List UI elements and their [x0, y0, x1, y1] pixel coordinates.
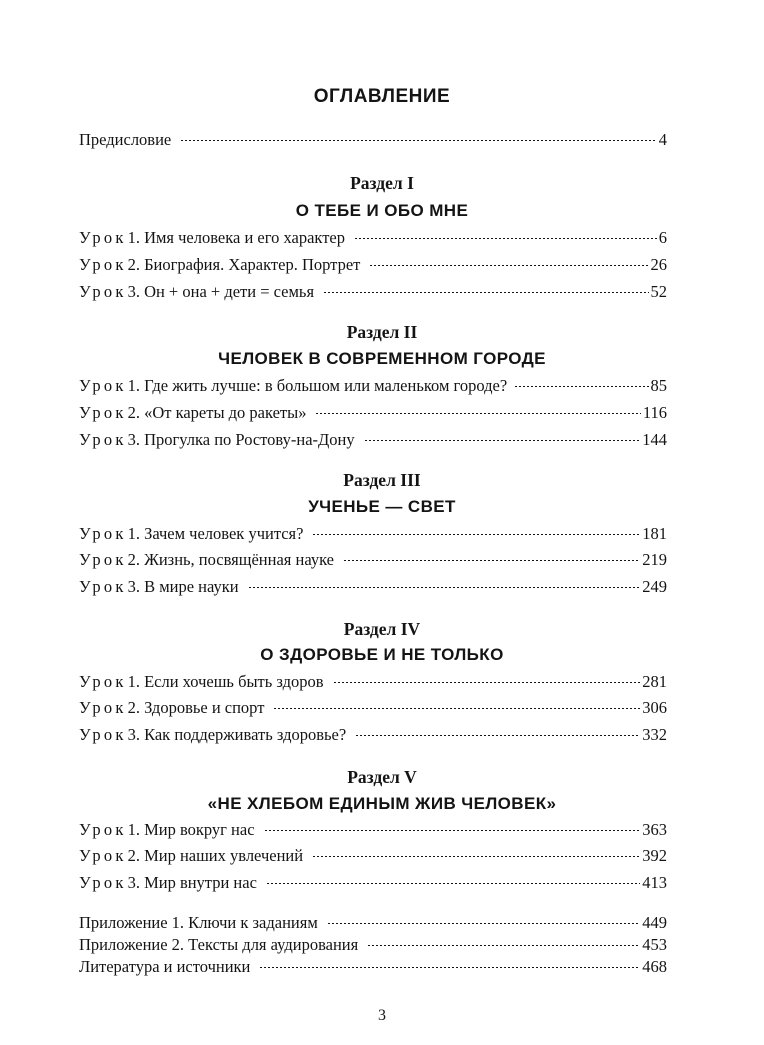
entry-page-number: 392 [642, 846, 667, 865]
entry-page-number: 332 [642, 725, 667, 744]
lesson-number: 3. [127, 577, 140, 596]
toc-entry-appendix[interactable] [79, 912, 667, 934]
lesson-word: Урок [79, 698, 127, 717]
lesson-number: 3. [127, 430, 140, 449]
lesson-number: 1. [127, 376, 140, 395]
lesson-number: 2. [127, 698, 140, 717]
lesson-word: Урок [79, 282, 127, 301]
dot-leader [248, 587, 641, 588]
lesson-number: 2. [127, 255, 140, 274]
lesson-word: Урок [79, 672, 127, 691]
entry-title: Имя человека и его характер [144, 228, 345, 247]
entry-page-number: 26 [650, 255, 667, 274]
section-heading: О ЗДОРОВЬЕ И НЕ ТОЛЬКО [260, 645, 504, 664]
entry-page-number: 144 [642, 430, 667, 449]
lesson-number: 3. [127, 282, 140, 301]
entry-title: Зачем человек учится? [144, 524, 304, 543]
entry-title: Предисловие [79, 130, 172, 149]
dot-leader [367, 945, 640, 946]
dot-leader [355, 735, 640, 736]
entry-page-number: 4 [658, 130, 667, 149]
entry-title: Где жить лучше: в большом или маленьком городе? [144, 376, 508, 395]
entry-title: Приложение 1. Ключи к заданиям [79, 913, 318, 932]
section-label: Раздел V [347, 767, 417, 787]
entry-title: Биография. Характер. Портрет [144, 255, 361, 274]
dot-leader [312, 534, 640, 535]
entry-page-number: 219 [642, 550, 667, 569]
dot-leader [266, 883, 640, 884]
toc-entry-lesson[interactable] [79, 819, 667, 841]
entry-page-number: 468 [642, 957, 667, 976]
lesson-number: 2. [127, 550, 140, 569]
section-label: Раздел IV [343, 619, 421, 639]
entry-page-number: 181 [642, 524, 667, 543]
dot-leader [354, 238, 657, 239]
toc-entry-lesson[interactable] [79, 429, 667, 451]
entry-title: Мир наших увлечений [144, 846, 304, 865]
lesson-number: 2. [127, 846, 140, 865]
lesson-number: 1. [127, 524, 140, 543]
toc-title: ОГЛАВЛЕНИЕ [313, 86, 451, 107]
toc-entry-lesson[interactable] [79, 254, 667, 276]
lesson-word: Урок [79, 873, 127, 892]
lesson-number: 1. [127, 672, 140, 691]
section-label: Раздел III [343, 470, 421, 490]
toc-entry-lesson[interactable] [79, 724, 667, 746]
toc-entry-lesson[interactable] [79, 549, 667, 571]
lesson-word: Урок [79, 430, 127, 449]
dot-leader [327, 923, 640, 924]
entry-page-number: 52 [650, 282, 667, 301]
dot-leader [333, 682, 641, 683]
section-label: Раздел I [350, 173, 414, 193]
dot-leader [264, 830, 641, 831]
entry-page-number: 116 [642, 403, 667, 422]
dot-leader [323, 292, 648, 293]
toc-entry-lesson[interactable] [79, 523, 667, 545]
entry-page-number: 363 [642, 820, 667, 839]
dot-leader [343, 560, 640, 561]
section-heading: УЧЕНЬЕ — СВЕТ [308, 497, 456, 516]
dot-leader [364, 440, 641, 441]
lesson-word: Урок [79, 403, 127, 422]
entry-title: Как поддерживать здоровье? [144, 725, 347, 744]
entry-page-number: 85 [650, 376, 667, 395]
lesson-word: Урок [79, 577, 127, 596]
toc-entry-lesson[interactable] [79, 375, 667, 397]
entry-page-number: 413 [642, 873, 667, 892]
toc-entry-lesson[interactable] [79, 576, 667, 598]
dot-leader [259, 967, 640, 968]
section-heading: ЧЕЛОВЕК В СОВРЕМЕННОМ ГОРОДЕ [218, 349, 546, 368]
toc-entry-references[interactable] [79, 956, 667, 978]
entry-title: «От кареты до ракеты» [144, 403, 307, 422]
entry-page-number: 249 [642, 577, 667, 596]
lesson-number: 3. [127, 873, 140, 892]
entry-page-number: 449 [642, 913, 667, 932]
lesson-word: Урок [79, 820, 127, 839]
lesson-word: Урок [79, 376, 127, 395]
lesson-word: Урок [79, 228, 127, 247]
lesson-word: Урок [79, 550, 127, 569]
lesson-number: 3. [127, 725, 140, 744]
toc-entry-lesson[interactable] [79, 227, 667, 249]
lesson-word: Урок [79, 725, 127, 744]
entry-title: Прогулка по Ростову-на-Дону [144, 430, 355, 449]
dot-leader [514, 386, 648, 387]
toc-entry-lesson[interactable] [79, 845, 667, 867]
dot-leader [273, 708, 640, 709]
lesson-number: 1. [127, 820, 140, 839]
entry-title: Здоровье и спорт [144, 698, 265, 717]
entry-page-number: 453 [642, 935, 667, 954]
entry-title: Литература и источники [79, 957, 251, 976]
entry-page-number: 281 [642, 672, 667, 691]
lesson-number: 1. [127, 228, 140, 247]
section-heading: «НЕ ХЛЕБОМ ЕДИНЫМ ЖИВ ЧЕЛОВЕК» [207, 794, 557, 813]
section-heading: О ТЕБЕ И ОБО МНЕ [295, 201, 469, 220]
lesson-word: Урок [79, 255, 127, 274]
toc-entry-lesson[interactable] [79, 402, 667, 424]
entry-page-number: 6 [658, 228, 667, 247]
entry-title: Жизнь, посвящённая науке [144, 550, 334, 569]
entry-title: Он + она + дети = семья [144, 282, 315, 301]
page-number: 3 [378, 1007, 386, 1024]
dot-leader [180, 140, 657, 141]
lesson-number: 2. [127, 403, 140, 422]
dot-leader [312, 856, 640, 857]
toc-entry-lesson[interactable] [79, 697, 667, 719]
entry-title: Мир внутри нас [144, 873, 257, 892]
entry-title: В мире науки [144, 577, 239, 596]
lesson-word: Урок [79, 846, 127, 865]
dot-leader [369, 265, 648, 266]
section-label: Раздел II [346, 322, 418, 342]
lesson-word: Урок [79, 524, 127, 543]
toc-entry-preface[interactable] [79, 129, 667, 151]
toc-entry-appendix[interactable] [79, 934, 667, 956]
dot-leader [315, 413, 640, 414]
toc-entry-lesson[interactable] [79, 872, 667, 894]
entry-title: Если хочешь быть здоров [144, 672, 324, 691]
entry-title: Приложение 2. Тексты для аудирования [79, 935, 359, 954]
entry-title: Мир вокруг нас [144, 820, 255, 839]
entry-page-number: 306 [642, 698, 667, 717]
toc-entry-lesson[interactable] [79, 671, 667, 693]
toc-entry-lesson[interactable] [79, 281, 667, 303]
